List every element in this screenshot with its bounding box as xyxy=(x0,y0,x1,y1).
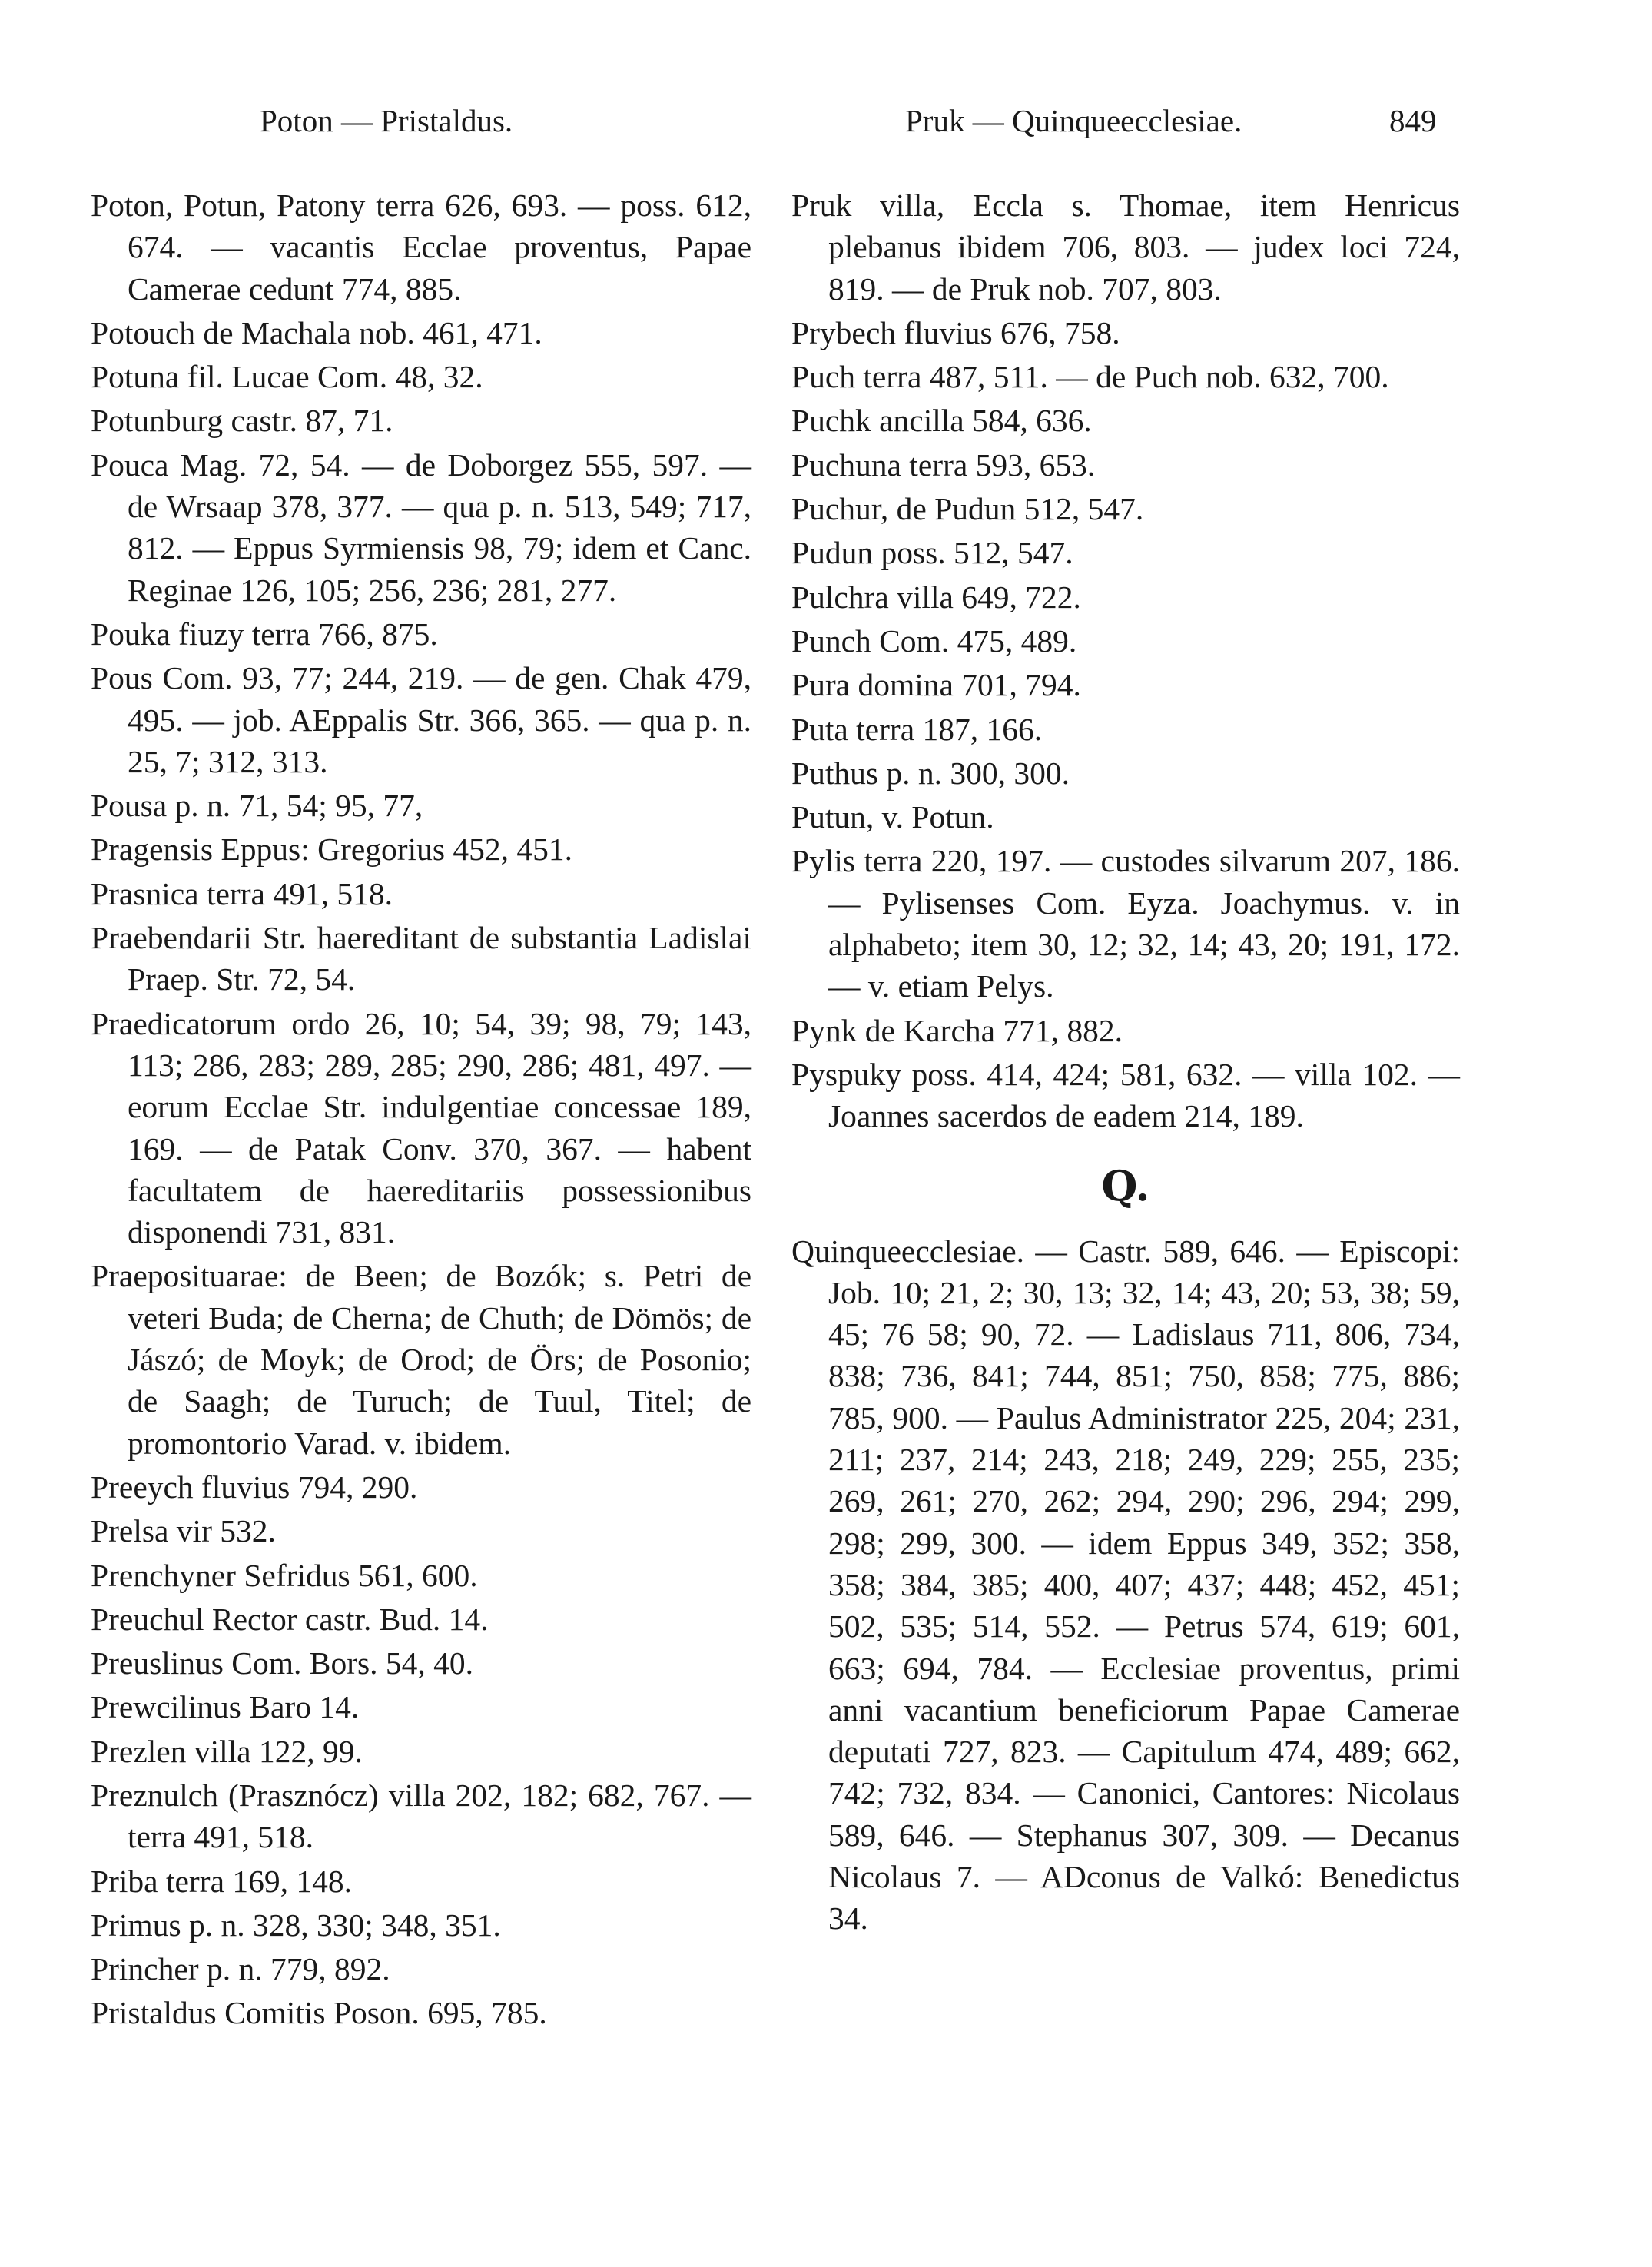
index-entry: Puthus p. n. 300, 300. xyxy=(791,755,1070,791)
index-entry: Poton, Potun, Patony terra 626, 693. — poss. 612, 674. — vacantis Ecclae proventus, Papae Camerae cedunt 774, 885. xyxy=(91,188,751,307)
index-entry: Puchk ancilla 584, 636. xyxy=(791,403,1092,439)
running-head-right: Pruk — Quinqueecclesiae. xyxy=(905,103,1242,138)
index-entry: Pouca Mag. 72, 54. — de Doborgez 555, 597. — de Wrsaap 378, 377. — qua p. n. 513, 549; 717, 812. — Eppus Syrmiensis 98, 79; idem et Canc. Reginae 126, 105; 256, 236; 281, 277. xyxy=(91,446,751,608)
index-entry: Prybech fluvius 676, 758. xyxy=(791,314,1120,350)
index-entry: Primus p. n. 328, 330; 348, 351. xyxy=(91,1907,501,1943)
index-entry: Pristaldus Comitis Poson. 695, 785. xyxy=(91,1995,547,2031)
index-entry: Pyspuky poss. 414, 424; 581, 632. — villa 102. — Joannes sacerdos de eadem 214, 189. xyxy=(791,1056,1460,1134)
left-column xyxy=(91,184,751,2034)
index-entry: Prasnica terra 491, 518. xyxy=(91,875,393,911)
index-entry: Quinqueecclesiae. — Castr. 589, 646. — Episcopi: Job. 10; 21, 2; 30, 13; 32, 14; 43, 20; 53, 38; 59, 45; 76 58; 90, 72. — Ladislaus 711, 806, 734, 838; 736, 841; 744, 851; 750, 858; 775, 886; 785, 900. — Paulus Administrator 225, 204; 231, 211; 237, 214; 243, 218; 249, 229; 255, 235; 269, 261; 270, 262; 294, 290; 296, 294; 299, 298; 299, 300. — idem Eppus 349, 352; 358, 358; 384, 385; 400, 407; 437; 448; 452, 451; 502, 535; 514, 552. — Petrus 574, 619; 601, 663; 694, 784. — Ecclesiae proventus, primi anni vacantium beneficiorum Papae Camerae deputati 727, 823. — Capitulum 474, 489; 662, 742; 732, 834. — Canonici, Cantores: Nicolaus 589, 646. — Stephanus 307, 309. — Decanus Nicolaus 7. — ADconus de Valkó: Benedictus 34. xyxy=(791,1233,1460,1937)
index-entry: Puta terra 187, 166. xyxy=(791,711,1043,747)
index-entry: Preznulch (Prasznócz) villa 202, 182; 682, 767. — terra 491, 518. xyxy=(91,1777,751,1855)
index-entry: Puchuna terra 593, 653. xyxy=(791,446,1096,483)
index-entry: Putun, v. Potun. xyxy=(791,799,994,835)
index-entry: Puchur, de Pudun 512, 547. xyxy=(791,491,1144,527)
index-entry: Prewcilinus Baro 14. xyxy=(91,1689,360,1725)
right-column xyxy=(791,184,1460,1940)
index-entry: Prelsa vir 532. xyxy=(91,1513,276,1549)
index-entry: Priba terra 169, 148. xyxy=(91,1863,352,1899)
index-entry: Potuna fil. Lucae Com. 48, 32. xyxy=(91,359,483,395)
running-head-left: Poton — Pristaldus. xyxy=(260,103,513,138)
index-entry: Prenchyner Sefridus 561, 600. xyxy=(91,1557,478,1593)
index-entry: Punch Com. 475, 489. xyxy=(791,622,1077,659)
index-entry: Princher p. n. 779, 892. xyxy=(91,1951,390,1987)
index-entry: Pousa p. n. 71, 54; 95, 77, xyxy=(91,788,423,824)
section-letter-heading: Q. xyxy=(1101,1160,1150,1210)
index-entry: Pudun poss. 512, 547. xyxy=(791,535,1073,571)
index-entry: Pulchra villa 649, 722. xyxy=(791,579,1081,615)
index-entry: Preuslinus Com. Bors. 54, 40. xyxy=(91,1645,474,1681)
index-entry: Potunburg castr. 87, 71. xyxy=(91,403,393,439)
index-entry: Pura domina 701, 794. xyxy=(791,667,1081,703)
index-entry: Pous Com. 93, 77; 244, 219. — de gen. Chak 479, 495. — job. AEppalis Str. 366, 365. — qua p. n. 25, 7; 312, 313. xyxy=(91,660,751,779)
index-entry: Preuchul Rector castr. Bud. 14. xyxy=(91,1601,489,1637)
index-entry: Praedicatorum ordo 26, 10; 54, 39; 98, 79; 143, 113; 286, 283; 289, 285; 290, 286; 481, 497. — eorum Ecclae Str. indulgentiae concessae 189, 169. — de Patak Conv. 370, 367. — habent facultatem de haereditariis possessionibus disponendi 731, 831. xyxy=(91,1005,751,1250)
index-entry: Praebendarii Str. haereditant de substantia Ladislai Praep. Str. 72, 54. xyxy=(91,920,751,997)
index-entry: Pynk de Karcha 771, 882. xyxy=(791,1012,1123,1048)
index-entry: Pouka fiuzy terra 766, 875. xyxy=(91,616,438,652)
index-entry: Pylis terra 220, 197. — custodes silvarum 207, 186. — Pylisenses Com. Eyza. Joachymus. v. in alphabeto; item 30, 12; 32, 14; 43, 20; 191, 172. — v. etiam Pelys. xyxy=(791,843,1460,1004)
index-entry: Potouch de Machala nob. 461, 471. xyxy=(91,314,542,350)
index-entry: Pruk villa, Eccla s. Thomae, item Henricus plebanus ibidem 706, 803. — judex loci 724, 819. — de Pruk nob. 707, 803. xyxy=(791,188,1460,307)
index-entry: Praeposituarae: de Been; de Bozók; s. Petri de veteri Buda; de Cherna; de Chuth; de Dömös; de Jászó; de Moyk; de Orod; de Örs; de Posonio; de Saagh; de Turuch; de Tuul, Titel; de promontorio Varad. v. ibidem. xyxy=(91,1258,751,1461)
index-entry: Puch terra 487, 511. — de Puch nob. 632, 700. xyxy=(791,359,1389,395)
index-entry: Pragensis Eppus: Gregorius 452, 451. xyxy=(91,831,573,868)
index-entry: Preeych fluvius 794, 290. xyxy=(91,1469,418,1505)
page-number: 849 xyxy=(1389,103,1437,138)
index-entry: Prezlen villa 122, 99. xyxy=(91,1733,363,1769)
